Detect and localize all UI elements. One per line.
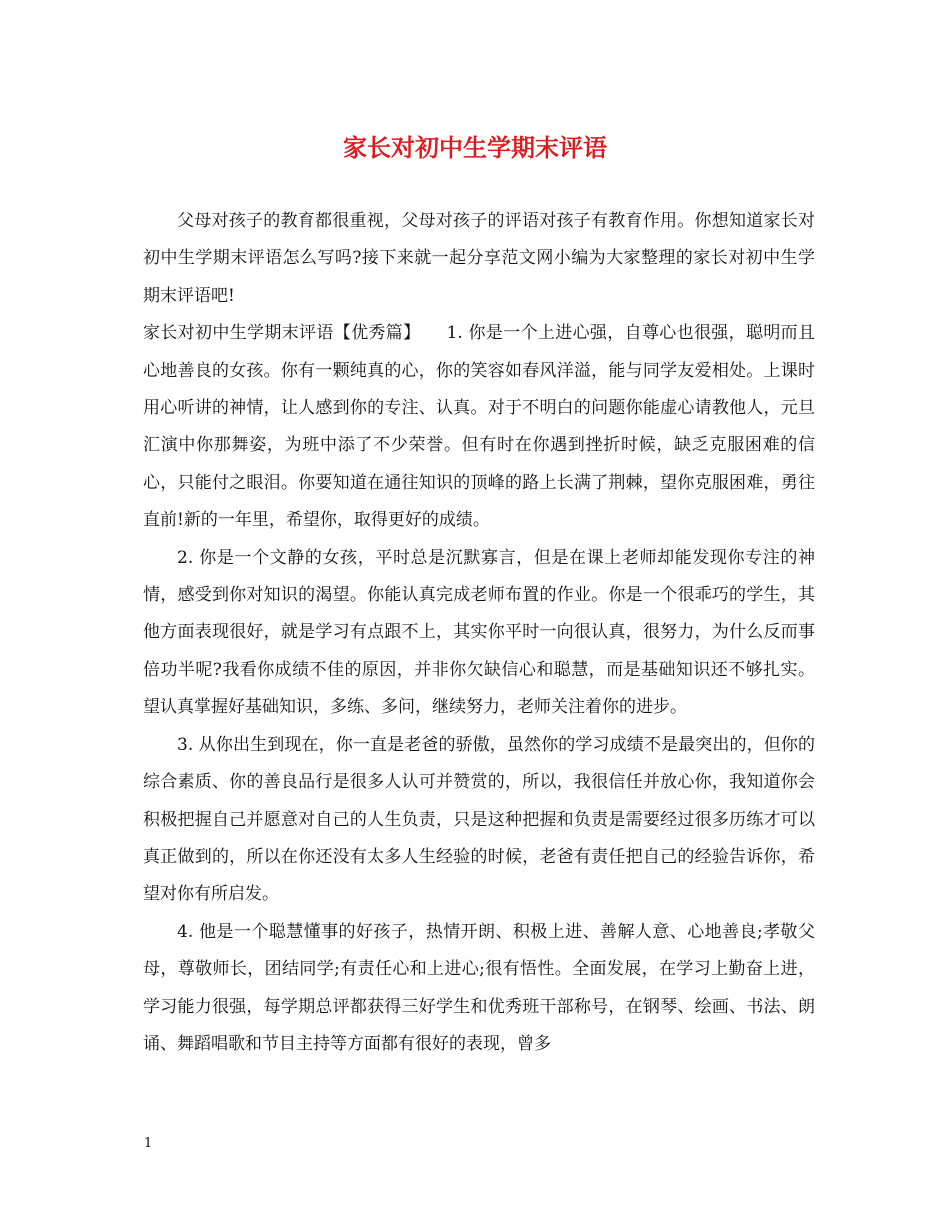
document-body bbox=[143, 203, 815, 1063]
comment-paragraph-1: 家长对初中生学期末评语【优秀篇】 1. 你是一个上进心强，自尊心也很强，聪明而且心地善良的女孩。你有一颗纯真的心，你的笑容如春风洋溢，能与同学友爱相处。上课时用心听讲的神情，让人感到你的专注、认真。对于不明白的问题你能虚心请教他人，元旦汇演中你那舞姿，为班中添了不少荣誉。但有时在你遇到挫折时候，缺乏克服困难的信心，只能付之眼泪。你要知道在通往知识的顶峰的路上长满了荆棘，望你克服困难，勇往直前!新的一年里，希望你，取得更好的成绩。 bbox=[143, 323, 815, 531]
intro-paragraph: 父母对孩子的教育都很重视，父母对孩子的评语对孩子有教育作用。你想知道家长对初中生学期末评语怎么写吗?接下来就一起分享范文网小编为大家整理的家长对初中生学期末评语吧! bbox=[143, 211, 815, 306]
page-number: 1 bbox=[144, 1136, 153, 1151]
comment-paragraph-4: 4. 他是一个聪慧懂事的好孩子，热情开朗、积极上进、善解人意、心地善良;孝敬父母，尊敬师长，团结同学;有责任心和上进心;很有悟性。全面发展，在学习上勤奋上进，学习能力很强，每学期总评都获得三好学生和优秀班干部称号，在钢琴、绘画、书法、朗诵、舞蹈唱歌和节目主持等方面都有很好的表现，曾多 bbox=[143, 921, 815, 1054]
document-title: 家长对初中生学期末评语 bbox=[343, 133, 607, 162]
comment-paragraph-3: 3. 从你出生到现在，你一直是老爸的骄傲，虽然你的学习成绩不是最突出的，但你的综合素质、你的善良品行是很多人认可并赞赏的，所以，我很信任并放心你，我知道你会积极把握自己并愿意对自己的人生负责，只是这种把握和负责是需要经过很多历练才可以真正做到的，所以在你还没有太多人生经验的时候，老爸有责任把自己的经验告诉你，希望对你有所启发。 bbox=[143, 734, 815, 905]
comment-paragraph-2: 2. 你是一个文静的女孩，平时总是沉默寡言，但是在课上老师却能发现你专注的神情，感受到你对知识的渴望。你能认真完成老师布置的作业。你是一个很乖巧的学生，其他方面表现很好，就是学习有点跟不上，其实你平时一向很认真，很努力，为什么反而事倍功半呢?我看你成绩不佳的原因，并非你欠缺信心和聪慧，而是基础知识还不够扎实。望认真掌握好基础知识，多练、多问，继续努力，老师关注着你的进步。 bbox=[143, 547, 815, 718]
